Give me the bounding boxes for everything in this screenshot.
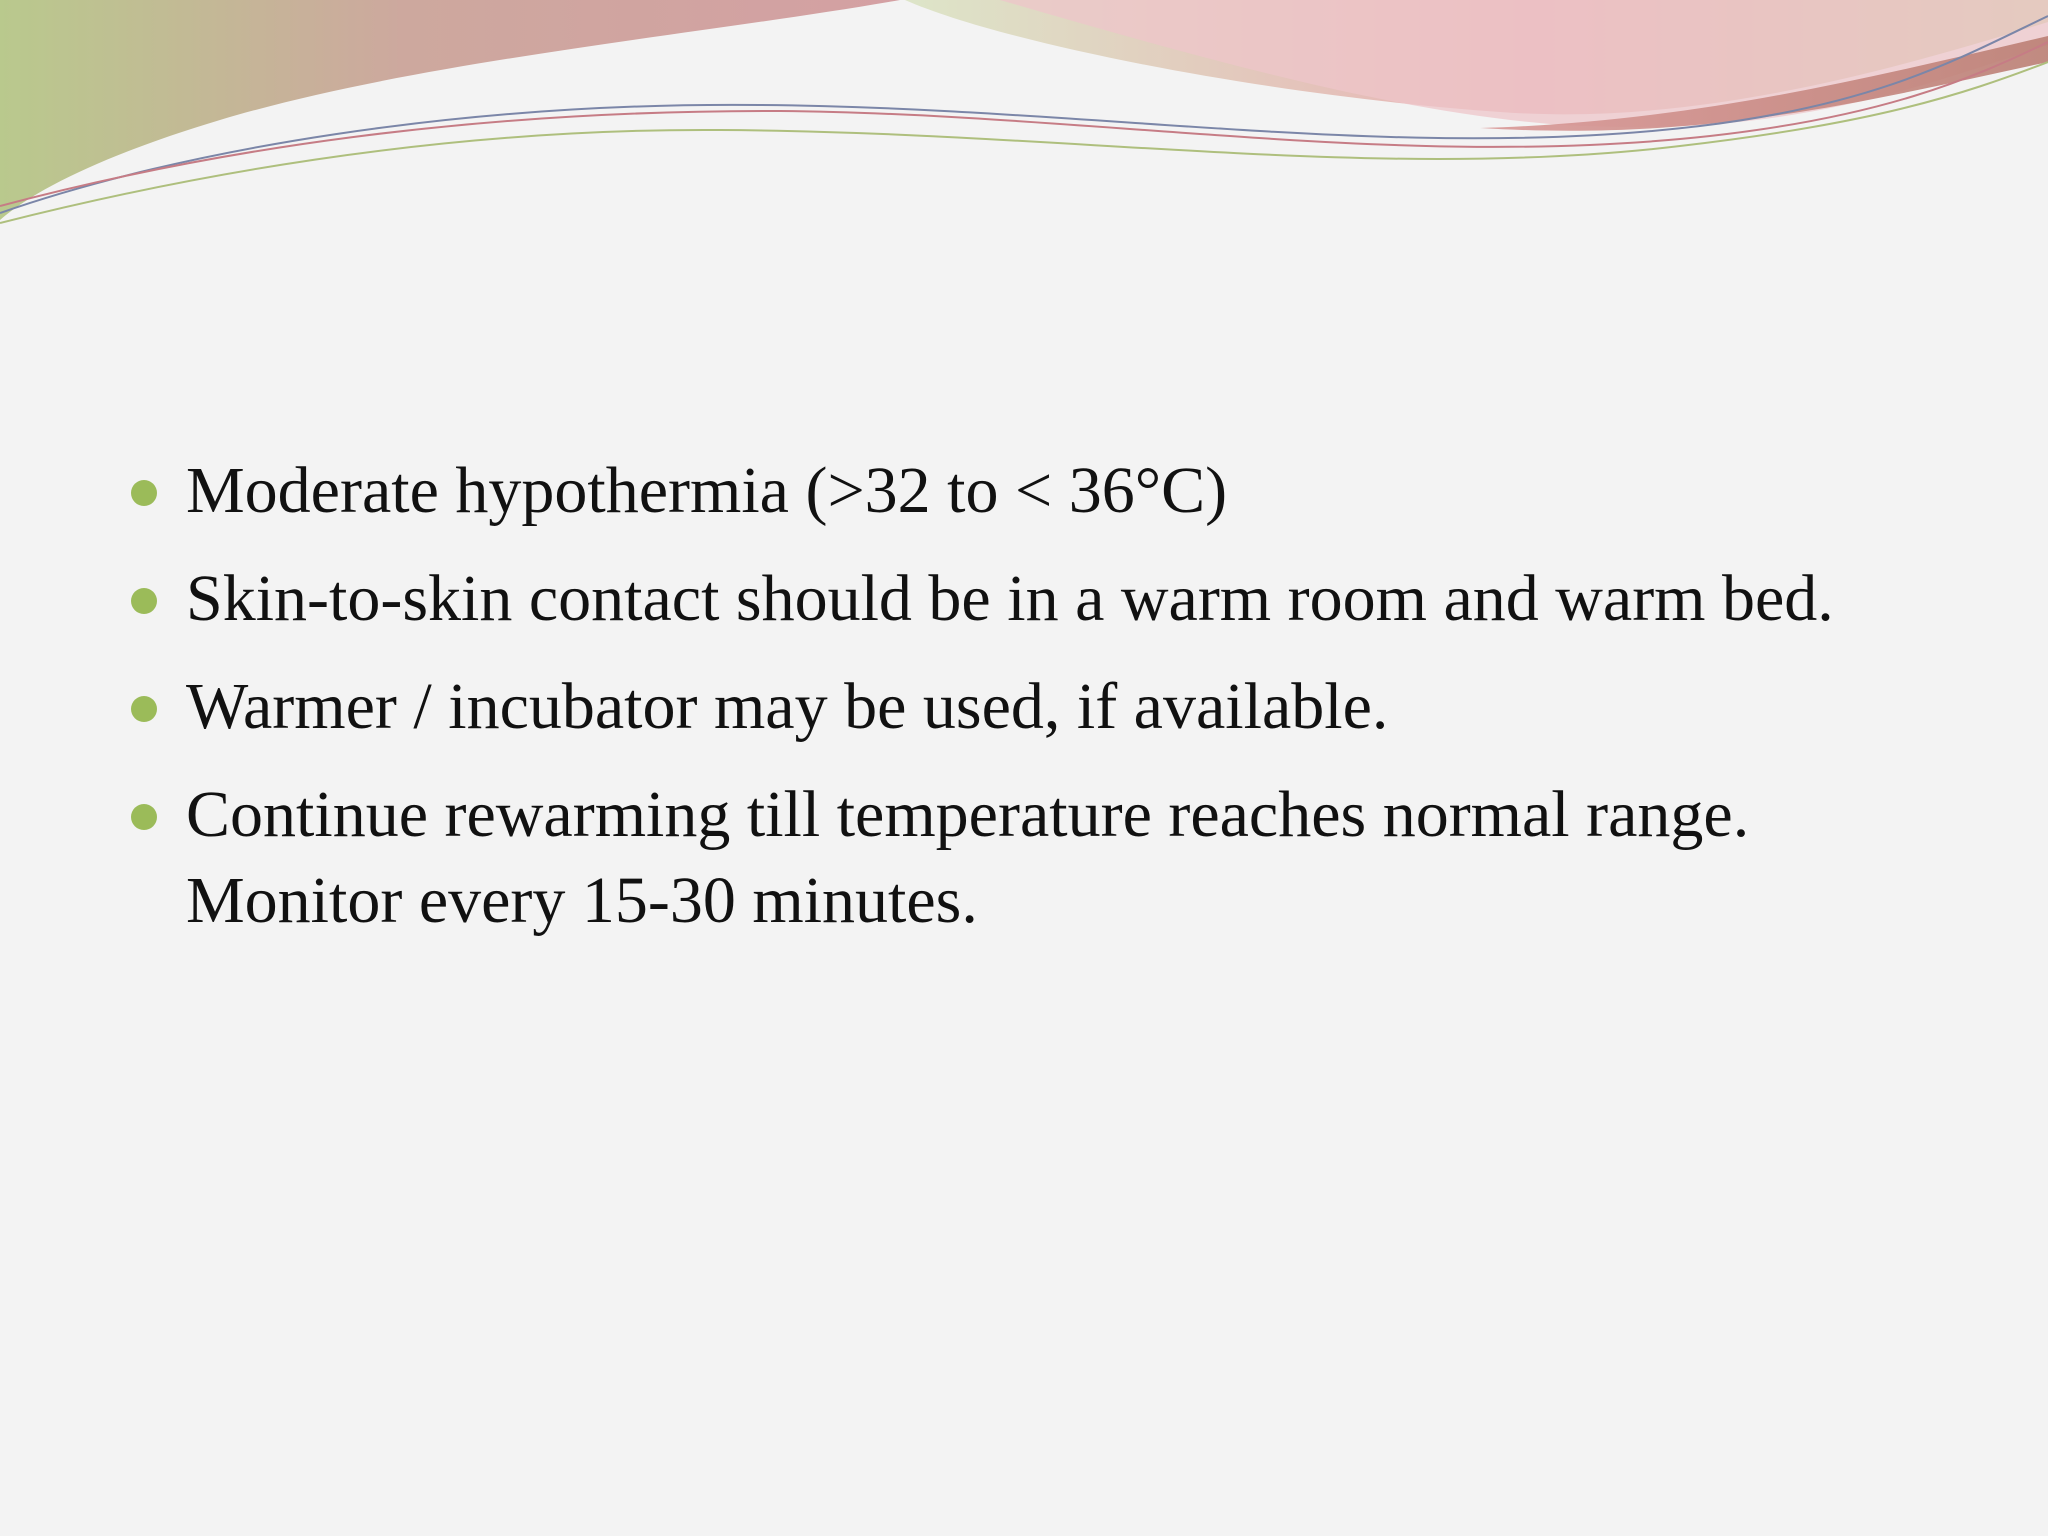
bullet-item-warmer-incubator [128, 664, 1928, 750]
bullet-list [128, 448, 1928, 944]
bullet-item-continue-rewarming [128, 772, 1928, 944]
bullet-item-moderate-hypothermia [128, 448, 1928, 534]
bullet-icon [131, 480, 157, 506]
bullet-item-skin-to-skin-contact [128, 556, 1928, 642]
bullet-text: Skin-to-skin contact should be in a warm room and warm bed. [186, 562, 1834, 635]
bullet-text: Continue rewarming till temperature reaches normal range. Monitor every 15-30 minutes. [186, 778, 1750, 937]
bullet-text: Warmer / incubator may be used, if available. [186, 670, 1389, 743]
bullet-icon [131, 804, 157, 830]
decorative-header-wave [0, 0, 2048, 240]
bullet-icon [131, 588, 157, 614]
bullet-icon [131, 696, 157, 722]
slide-content [128, 448, 1928, 966]
bullet-text: Moderate hypothermia (>32 to < 36°C) [186, 454, 1228, 527]
